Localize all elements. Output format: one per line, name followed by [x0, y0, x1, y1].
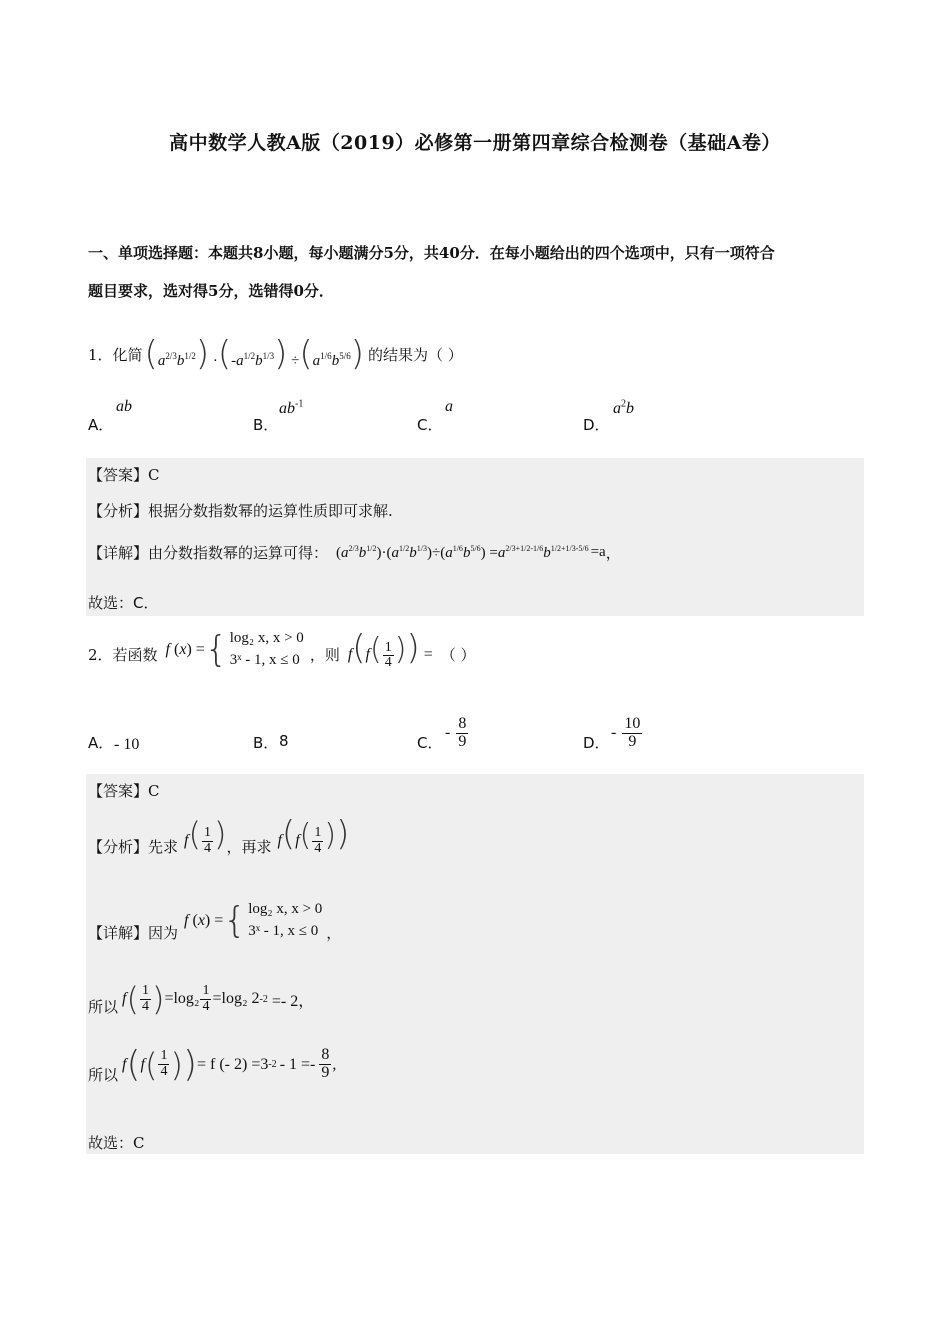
detail-case-2: 3ˣ - 1, x ≤ 0	[248, 922, 319, 939]
question-1-analysis	[88, 500, 393, 521]
option-b-value-wrap	[279, 398, 303, 418]
option-d-label: D．	[583, 416, 610, 434]
question-1-solution-panel	[86, 458, 864, 616]
so2-numerator: 8	[321, 1046, 330, 1064]
detail-label: 【详解】	[88, 924, 149, 942]
detail-case-1: log₂ x, x > 0	[248, 900, 323, 917]
so2-label: 所以	[88, 1066, 119, 1084]
option-c-denominator: 9	[458, 732, 467, 750]
option-c-value	[445, 716, 469, 751]
option-c-label: C．	[417, 416, 443, 434]
question-1-answer: 【答案】C	[88, 466, 160, 484]
so1-result: =- 2，	[271, 992, 315, 1010]
choose-label: 故选：	[88, 594, 134, 612]
option-b-value: 8	[279, 732, 289, 750]
question-2-solution-panel	[86, 774, 864, 1154]
question-2-prefix: 2．若函数	[88, 646, 158, 665]
question-2-options	[88, 716, 868, 760]
analysis-label: 【分析】	[88, 502, 149, 520]
option-a-label: A．	[88, 734, 114, 752]
question-1-options	[88, 398, 868, 438]
option-d-value-wrap	[613, 398, 634, 418]
question-2-piecewise: { log₂ x, x > 0 3ˣ - 1, x ≤ 0	[204, 628, 304, 670]
detail-result: =a	[590, 544, 606, 560]
option-b-value: ab	[279, 400, 295, 417]
question-2-choose: 故选：C	[88, 1134, 145, 1152]
so2-exponent: -2	[268, 1059, 277, 1070]
question-1-stem	[88, 334, 463, 374]
question-2-step-1	[88, 980, 314, 1018]
question-2-analysis	[88, 814, 349, 857]
option-d-value	[611, 716, 643, 751]
question-1-expression: $(a^{2/3}b^{1/2}) \cdot(-a^{1/2}b^{1/3}) \div(a^{1/6}b^{5/6})$	[144, 334, 364, 374]
detail-expression: $(a^{2/3}b^{1/2})\cdot(a^{1/2}b^{1/3})\div(a^{1/6}b^{5/6}) =a^{2/3+1/2-1/6}b^{1/2+1/3-5/6}$	[336, 543, 589, 561]
option-d-denominator: 9	[628, 732, 637, 750]
so2-value: = f (- 2) =3	[196, 1055, 269, 1073]
detail-text: 因为	[148, 924, 179, 942]
option-a-value: ab	[116, 398, 132, 415]
section-instructions-line2: 题目要求，选对得5分，选错得0分．	[88, 282, 334, 300]
analysis-text-b: ，再求	[226, 838, 272, 856]
question-2-answer: 【答案】C	[88, 782, 160, 800]
analysis-label: 【分析】	[88, 838, 149, 856]
detail-label: 【详解】	[88, 544, 149, 562]
detail-piecewise: { log₂ x, x > 0 3ˣ - 1, x ≤ 0	[223, 899, 323, 941]
question-1-detail: 【详解】 由分数指数幂的运算可得： $(a^{2/3}b^{1/2})\cdot(a^{1/2}b^{1/3})\div(a^{1/6}b^{5/6}) =a^{2/3+1/2-1/6}b^{1/2+1/3-5/6}$ =a ，	[88, 543, 621, 562]
option-c-value: a	[445, 398, 453, 415]
so1-exponent: -2	[259, 993, 268, 1005]
question-2-step-2	[88, 1044, 336, 1085]
choose-value: C	[133, 594, 144, 612]
question-2-detail: 【详解】 因为 f (x) = { log₂ x, x > 0 3ˣ - 1, x ≤ 0 ，	[88, 899, 342, 942]
so2-result: - 1 =-	[279, 1055, 316, 1073]
option-c-numerator: 8	[458, 715, 467, 732]
option-d-tail: b	[626, 400, 634, 417]
option-b-exponent: -1	[295, 398, 304, 410]
so1-label: 所以	[88, 997, 119, 1016]
choose-end: ．	[143, 594, 159, 612]
analysis-expr-2: f(f( $\frac{1}{4}$ ))	[277, 814, 350, 857]
so2-expression: f ( f ( $\frac{1}{4}$ ) ) = f (- 2) =3 -2 - 1 =- $\frac{8}{9}$ ,	[122, 1044, 337, 1085]
question-1-choose	[88, 592, 159, 613]
page-title: 高中数学人教A版（2019）必修第一册第四章综合检测卷（基础A卷）	[169, 132, 781, 154]
option-b-label: B．	[253, 734, 279, 752]
analysis-text-a: 先求	[148, 838, 179, 856]
option-d-numerator: 10	[624, 715, 641, 732]
question-2-function: f (x) =	[165, 640, 205, 658]
option-d-label: D．	[583, 734, 610, 752]
question-2-composite: f(f( $\frac{1}{4}$ )) =	[347, 628, 433, 671]
detail-function: f (x) =	[184, 911, 224, 929]
case-1: log₂ x, x > 0	[229, 630, 304, 646]
option-c-sign: -	[445, 724, 451, 742]
option-d-exponent: 2	[621, 398, 626, 410]
question-1-suffix: 的结果为（ ）	[367, 345, 463, 364]
analysis-expr-1: f( $\frac{1}{4}$ )	[184, 814, 227, 856]
case-2: 3ˣ - 1, x ≤ 0	[229, 651, 300, 668]
section-instructions-line1: 一、单项选择题：本题共8小题，每小题满分5分，共40分．在每小题给出的四个选项中，只有一项符合	[88, 244, 775, 262]
option-a-label: A．	[88, 416, 114, 434]
so1-log: =log₂	[164, 990, 200, 1007]
question-1-prefix: 1．化简	[88, 345, 143, 364]
option-d-sign: -	[611, 724, 617, 742]
so1-log2: =log₂ 2	[212, 990, 260, 1007]
option-c-label: C．	[417, 734, 443, 752]
option-a-value: - 10	[114, 736, 140, 753]
question-2-then: ，则	[309, 646, 340, 665]
analysis-text: 根据分数指数幂的运算性质即可求解.	[148, 502, 393, 520]
option-b-label: B．	[253, 416, 279, 434]
question-2-stem	[88, 628, 476, 672]
so2-denominator: 9	[321, 1064, 330, 1081]
so1-expression: f ( $\frac{1}{4}$ ) =log₂ $\frac{1}{4}$ =log₂ 2 -2 =- 2，	[122, 980, 315, 1018]
detail-text: 由分数指数幂的运算可得：	[148, 544, 329, 562]
question-2-suffix: （ ）	[440, 646, 476, 665]
option-d-value: a	[613, 400, 621, 417]
